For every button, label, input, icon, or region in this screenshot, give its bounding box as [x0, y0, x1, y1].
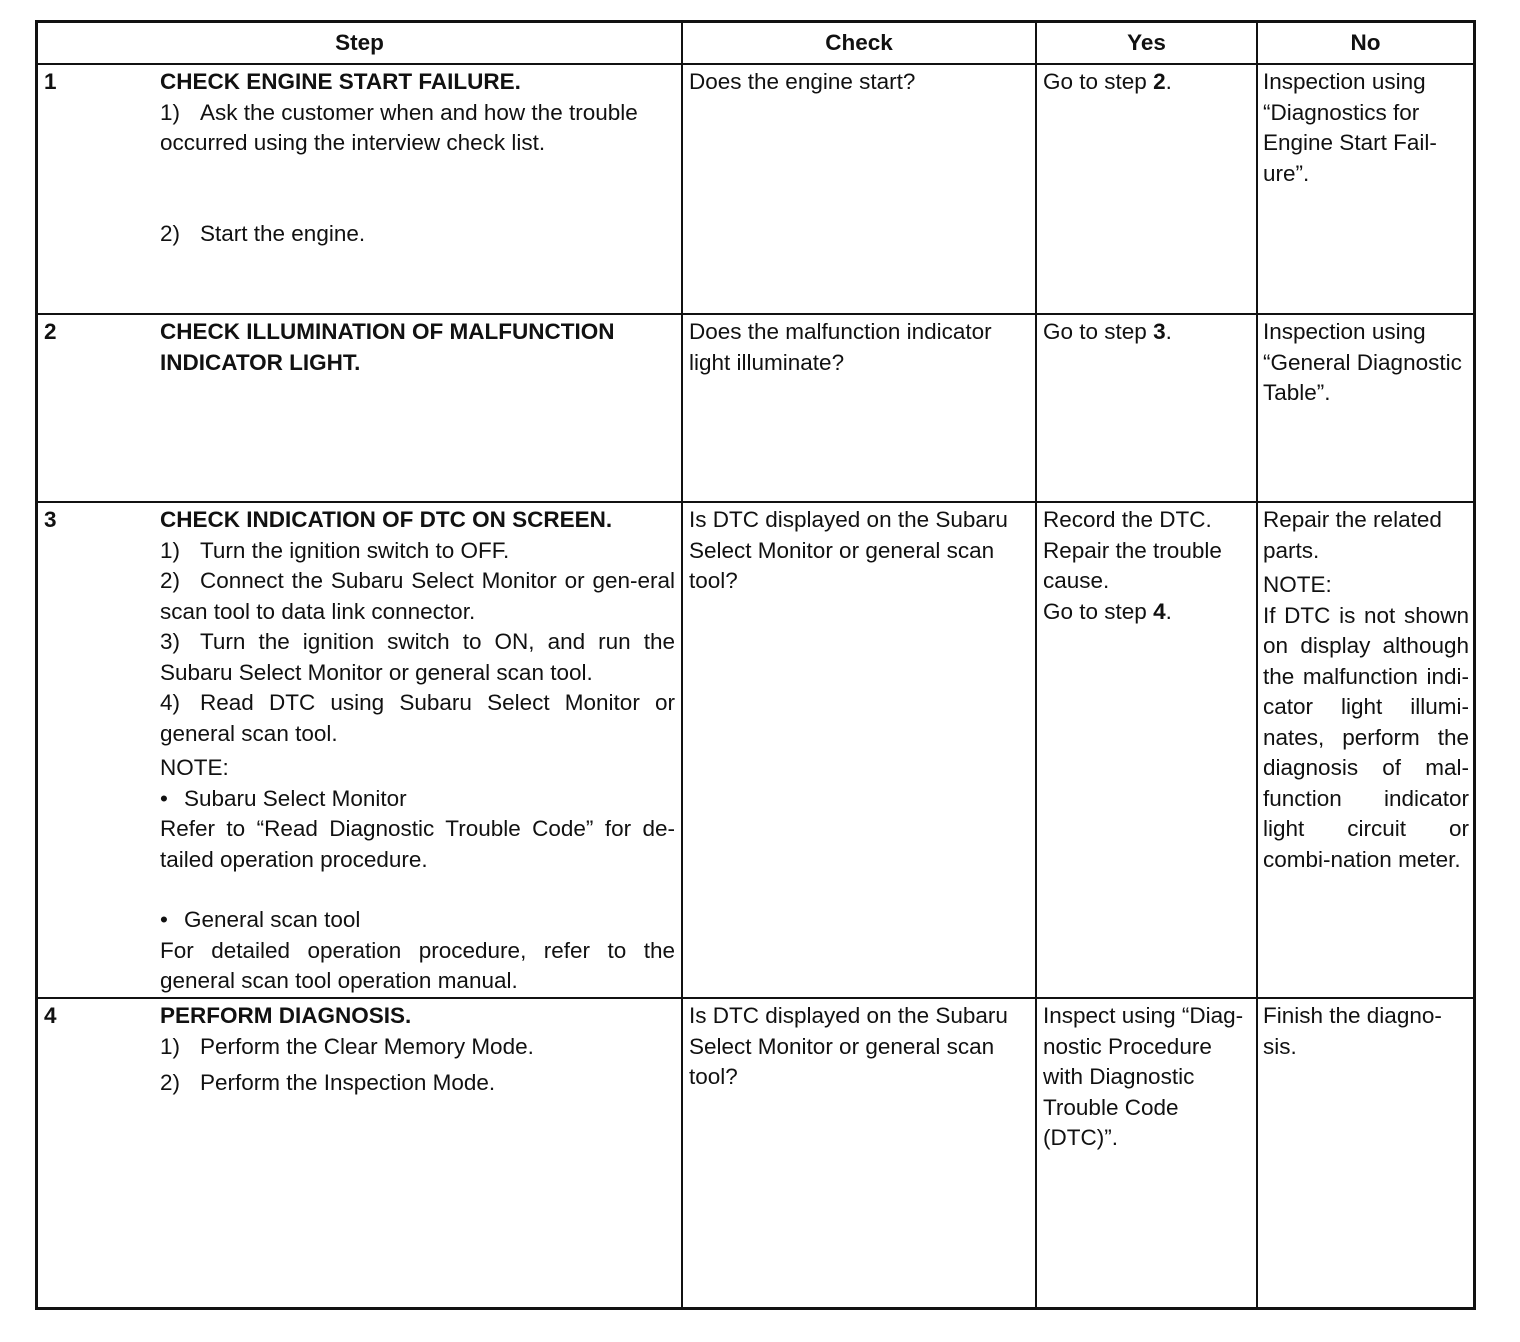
- yes-step-number: 3: [1153, 319, 1166, 344]
- check-cell: Does the malfunction indicator light illuminate?: [682, 314, 1036, 502]
- table-row: [38, 998, 1473, 1310]
- yes-cell: Go to step 2.: [1036, 64, 1257, 314]
- step-cell: [38, 502, 682, 998]
- header-row: [38, 23, 1473, 64]
- note-bullet: • General scan tool: [160, 907, 361, 932]
- step-title: CHECK INDICATION OF DTC ON SCREEN.: [160, 507, 613, 532]
- no-cell: Finish the diagno-sis.: [1257, 998, 1473, 1310]
- check-cell: Is DTC displayed on the Subaru Select Monitor or general scan tool?: [682, 998, 1036, 1310]
- yes-cell: Go to step 3.: [1036, 314, 1257, 502]
- sub-step: 2) Perform the Inspection Mode.: [160, 1070, 496, 1095]
- header-step: Step: [38, 23, 682, 64]
- yes-cell: Record the DTC. Repair the trouble cause. Go to step 4.: [1036, 502, 1257, 998]
- sub-step: 2) Start the engine.: [160, 220, 366, 246]
- note-text: Refer to “Read Diagnostic Trouble Code” for de-tailed operation procedure.: [160, 816, 675, 872]
- step-title: PERFORM DIAGNOSIS.: [160, 1003, 412, 1028]
- sub-step: 1) Turn the ignition switch to OFF.: [160, 537, 510, 563]
- yes-step-number: 4: [1153, 598, 1166, 624]
- header-no: No: [1257, 23, 1473, 64]
- step-cell: [38, 314, 682, 502]
- no-cell: Inspection using “General Diagnostic Table”.: [1257, 314, 1473, 502]
- diagnostic-table-frame: [35, 20, 1476, 1310]
- note-text: For detailed operation procedure, refer to the general scan tool operation manual.: [160, 937, 675, 993]
- note-label: NOTE:: [160, 755, 229, 780]
- note-bullet: • Subaru Select Monitor: [160, 785, 407, 811]
- yes-cell: Inspect using “Diag-nostic Procedure with Diagnostic Trouble Code (DTC)”.: [1036, 998, 1257, 1310]
- check-cell: Does the engine start?: [682, 64, 1036, 314]
- sub-step: 4) Read DTC using Subaru Select Monitor or general scan tool.: [160, 690, 675, 746]
- table-row: [38, 64, 1473, 314]
- step-cell: [38, 998, 682, 1310]
- table-row: [38, 502, 1473, 998]
- step-number: 3: [44, 507, 57, 532]
- table-row: [38, 314, 1473, 502]
- no-note-label: NOTE:: [1263, 572, 1332, 597]
- step-cell: [38, 64, 682, 314]
- header-check: Check: [682, 23, 1036, 64]
- no-cell: Inspection using “Diagnostics for Engine Start Fail-ure”.: [1257, 64, 1473, 314]
- sub-step: 2) Connect the Subaru Select Monitor or gen-eral scan tool to data link connector.: [160, 568, 675, 624]
- header-yes: Yes: [1036, 23, 1257, 64]
- sub-step: 3) Turn the ignition switch to ON, and run the Subaru Select Monitor or general scan tool.: [160, 629, 675, 685]
- no-note-text: If DTC is not shown on display although the malfunction indi-cator light illumi-nates, perform the diagnosis of mal-function indicator light circuit or combi-nation meter.: [1263, 602, 1469, 872]
- step-number: 1: [44, 69, 57, 94]
- diagnostic-table: [38, 23, 1473, 1310]
- check-cell: Is DTC displayed on the Subaru Select Monitor or general scan tool?: [682, 502, 1036, 998]
- step-title: CHECK ENGINE START FAILURE.: [160, 69, 521, 94]
- yes-step-number: 2: [1153, 69, 1166, 94]
- sub-step: 1) Ask the customer when and how the trouble occurred using the interview check list.: [160, 99, 638, 155]
- step-title: CHECK ILLUMINATION OF MALFUNCTION INDICATOR LIGHT.: [160, 319, 615, 375]
- no-cell: Repair the related parts. NOTE: If DTC is not shown on display although the malfunction indi-cator light illumi-nates, perform the diagnosis of mal-function indicator light circuit or combi-nation meter.: [1257, 502, 1473, 998]
- sub-step: 1) Perform the Clear Memory Mode.: [160, 1033, 534, 1059]
- step-number: 2: [44, 319, 57, 344]
- step-number: 4: [44, 1003, 57, 1028]
